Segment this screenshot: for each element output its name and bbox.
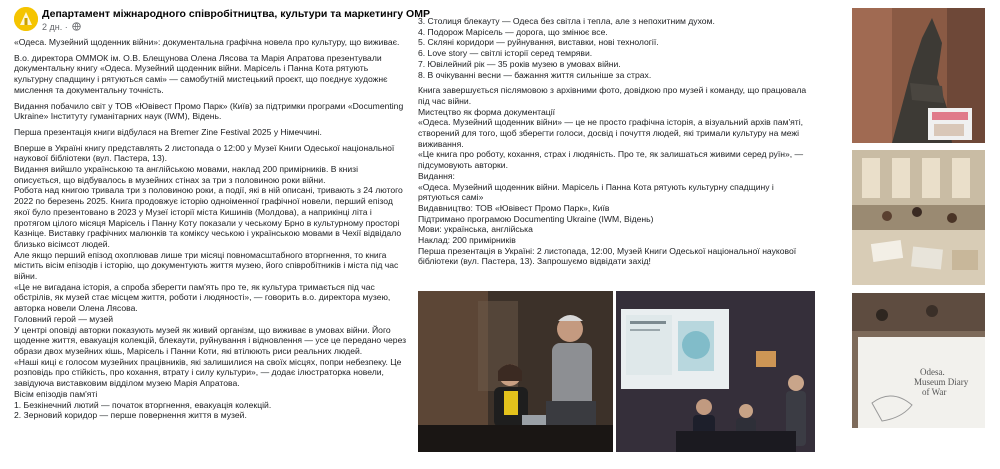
photo-screen-image <box>616 291 815 452</box>
section-heading: Головний герой — музей <box>14 313 114 324</box>
list-item: 3. Столиця блекауту — Одеса без світла і тепла, але з непохитним духом. <box>418 16 715 26</box>
side-photo-bremen-statue[interactable] <box>852 8 985 143</box>
paragraph: «Це книга про роботу, кохання, страх і людяність. Про те, як залишаться живими серед руїн», — підсумовують авторки. <box>418 149 804 171</box>
paragraph: «Одеса. Музейний щоденник війни»: документальна графічна новела про культуру, що виживає. <box>14 37 400 47</box>
city-emblem-icon <box>14 7 38 31</box>
bremen-statue-image <box>852 8 985 143</box>
book-cover-image <box>852 293 985 428</box>
meta-separator: · <box>64 22 68 32</box>
paragraph: Підтримано програмою Documenting Ukraine (IWM, Відень) <box>418 213 654 224</box>
post-time[interactable]: 2 дн. <box>42 22 63 32</box>
list-item: 5. Скляні коридори — руйнування, виставки, нові технології. <box>418 37 659 48</box>
post-photo-presenters[interactable] <box>418 291 613 452</box>
paragraph: Вперше в Україні книгу представлять 2 листопада о 12:00 у Музеї Книги Одеської національної наукової бібліотеки (вул. Пастера, 13). <box>14 142 395 164</box>
paragraph: У центрі оповіді авторки показують музей як живий організм, що виживає в умовах війни. Його щоденне життя, евакуація колекцій, блекаути, руйнування і відновлення — усе це передано через образи двох музейних кішь, Марісель і Панни Коти, які втілюють риси реальних людей. <box>14 324 407 356</box>
paragraph: Робота над книгою тривала три з половиною роки, а події, які в ній описані, тривають з 24 лютого 2022 по березень 2025. Книга продовжує історію одноіменної графічної новели, перший епізод якої було презентовано в 2023 у Музеї історії міста Кишинів (Молдова), а наприкінці літа і протягом цілого місяця Марісель і Панну Коту показали у чеському Брно в культурному просторі Казніце. Виставку графічних малюнків та коміксу чеською і українською мовами в Чехії відвідало близько вісімсот людей. <box>14 185 403 249</box>
list-item: 1. Безкінечний лютий — початок вторгнення, евакуація колекцій. <box>14 399 272 410</box>
book-cover-title-line2: Museum Diary <box>914 377 969 387</box>
paragraph: «Одеса. Музейний щоденник війни» — це не просто графічна історія, а візуальний архів пам'яті, створений для того, щоб зберегти голоси, досвід і почуття людей, які тримали культуру на межі виживання. <box>418 117 804 149</box>
list-item: 2. Зерновий коридор — перше повернення життя в музей. <box>14 410 247 421</box>
list-item: 4. Подорож Марісель — дорога, що змінює все. <box>418 26 608 37</box>
post-text-column-1 <box>14 37 407 421</box>
paragraph: Але якщо перший епізод охоплював лише три місяці повномасштабного вторгнення, то книга містить вісім епізодів і історію, що документують життя музею, його співробітників і міста під час війни. <box>14 249 399 282</box>
paragraph: Видання побачило світ у ТОВ «Ювівест Промо Парк» (Київ) за підтримки програми «Documenting Ukraine» Інституту гуманітарних наук (IWM), Відень. <box>14 100 404 122</box>
list-item: 8. В очікуванні весни — бажання життя сильніше за страх. <box>418 69 652 80</box>
list-item: 7. Ювілейний рік — 35 років музею в умовах війни. <box>418 58 621 69</box>
paragraph: «Це не вигадана історія, а спроба зберегти пам'ять про те, як культура тримається під час обстрілів, як музей стає місцем життя, роботи і людяності», — говорить в.о. директора музею, авторка новели Олена Лясова. <box>14 281 391 314</box>
post-text-column-2 <box>418 16 816 267</box>
paragraph: Книга завершується післямовою з архівними фото, довідкою про музей і команду, що працювала під час війни. <box>418 85 807 106</box>
paragraph: Перша презентація книги відбулася на Bremer Zine Festival 2025 у Німеччині. <box>14 126 322 137</box>
book-cover-title-line3: of War <box>922 387 947 397</box>
paragraph: «Наші киці є голосом музейних працівників, які залишилися на своїх місцях, попри небезпеку. Це розповідь про стійкість, про кохання, втрату і силу культури», — додає ілюстраторка новели, завідуюча виставковим відділом музею Марія Апратова. <box>14 356 402 389</box>
post-meta <box>42 22 81 32</box>
paragraph: Наклад: 200 примірників <box>418 235 516 246</box>
paragraph: Мови: українська, англійська <box>418 224 533 235</box>
section-heading: Вісім епізодів пам'яті <box>14 388 98 399</box>
page-name-link[interactable]: Департамент міжнародного співробітництва, культури та маркетингу ОМР <box>42 8 430 20</box>
side-photo-fair-hall[interactable] <box>852 150 985 285</box>
book-cover-title-line1: Odesa. <box>920 367 945 377</box>
section-heading: Мистецтво як форма документації <box>418 106 555 117</box>
photo-presenters-image <box>418 291 613 452</box>
paragraph: «Одеса. Музейний щоденник війни. Марісель і Панна Кота рятують культурну спадщину і рятуються самі» <box>418 181 774 203</box>
paragraph: Видавництво: ТОВ «Ювівест Промо Парк», Київ <box>418 202 610 213</box>
paragraph: В.о. директора ОММОК ім. О.В. Блещунова Олена Лясова та Марія Апратова презентували документальну книгу «Одеса. Музейний щоденник війни. Марісель і Панна Кота рятують культурну спадщину і рятуються самі» — самобутній мистецький проєкт, що поєднує художнє мислення та документальну точність. <box>14 52 388 95</box>
paragraph: Перша презентація в Україні: 2 листопада, 12:00, Музей Книги Одеської національної наукової бібліотеки (вул. Пастера, 13). Запрошуємо відвідати захід! <box>418 245 797 267</box>
paragraph: Видання вийшло українською та англійською мовами, наклад 200 примірників. В книзі описується, що відбувалось в музейних стінах за три з половиною роки війни. <box>14 164 359 185</box>
section-heading: Видання: <box>418 170 455 181</box>
fair-hall-image <box>852 150 985 285</box>
page-avatar[interactable] <box>14 7 38 31</box>
globe-icon <box>72 22 81 31</box>
side-photo-book-cover[interactable] <box>852 293 985 428</box>
list-item: 6. Love story — світлі історії серед темряви. <box>418 48 593 59</box>
post-photo-screen[interactable] <box>616 291 815 452</box>
